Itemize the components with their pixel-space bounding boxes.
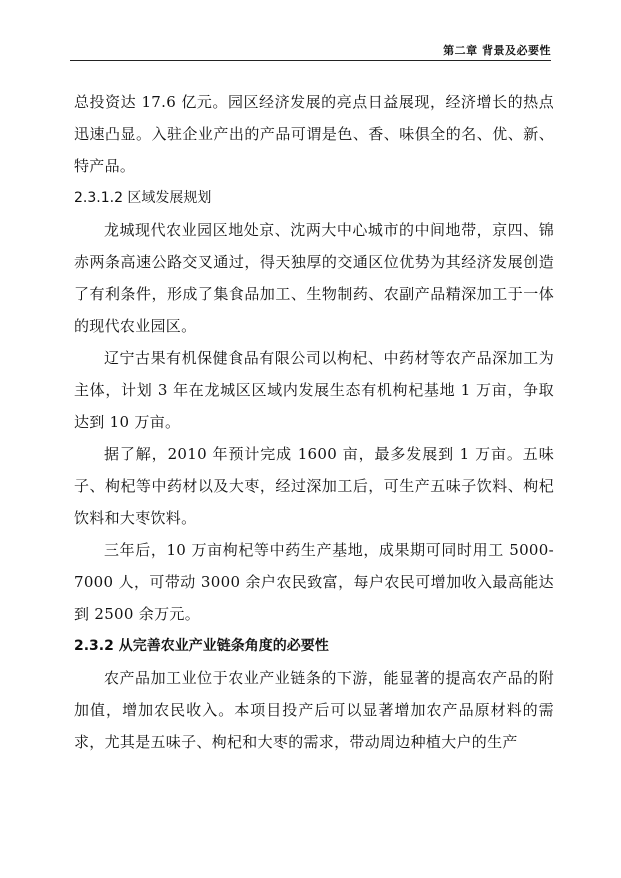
paragraph: 农产品加工业位于农业产业链条的下游，能显著的提高农产品的附加值，增加农民收入。本项目投产后可以显著增加农产品原材料的需求，尤其是五味子、枸杞和大枣的需求，带动周边种植大户的生产 bbox=[74, 669, 554, 751]
chapter-title: 第二章 背景及必要性 bbox=[443, 44, 551, 57]
paragraph: 三年后，10 万亩枸杞等中药生产基地，成果期可同时用工 5000-7000 人，可带动 3000 余户农民致富，每户农民可增加收入最高能达到 2500 余万元。 bbox=[74, 541, 554, 623]
paragraph: 据了解，2010 年预计完成 1600 亩，最多发展到 1 万亩。五味子、枸杞等中药材以及大枣，经过深加工后，可生产五味子饮料、枸杞饮料和大枣饮料。 bbox=[74, 445, 554, 527]
section-heading: 2.3.1.2 区域发展规划 bbox=[74, 190, 212, 206]
paragraph: 辽宁古果有机保健食品有限公司以枸杞、中药材等农产品深加工为主体，计划 3 年在龙城区区域内发展生态有机枸杞基地 1 万亩，争取达到 10 万亩。 bbox=[74, 349, 554, 431]
document-body bbox=[74, 86, 554, 758]
page-header bbox=[70, 40, 551, 61]
section-heading: 2.3.2 从完善农业产业链条角度的必要性 bbox=[74, 638, 329, 654]
paragraph: 龙城现代农业园区地处京、沈两大中心城市的中间地带，京四、锦赤两条高速公路交叉通过，得天独厚的交通区位优势为其经济发展创造了有利条件，形成了集食品加工、生物制药、农副产品精深加工于一体的现代农业园区。 bbox=[74, 221, 554, 335]
paragraph: 总投资达 17.6 亿元。园区经济发展的亮点日益展现，经济增长的热点迅速凸显。入驻企业产出的产品可谓是色、香、味俱全的名、优、新、特产品。 bbox=[74, 93, 554, 175]
